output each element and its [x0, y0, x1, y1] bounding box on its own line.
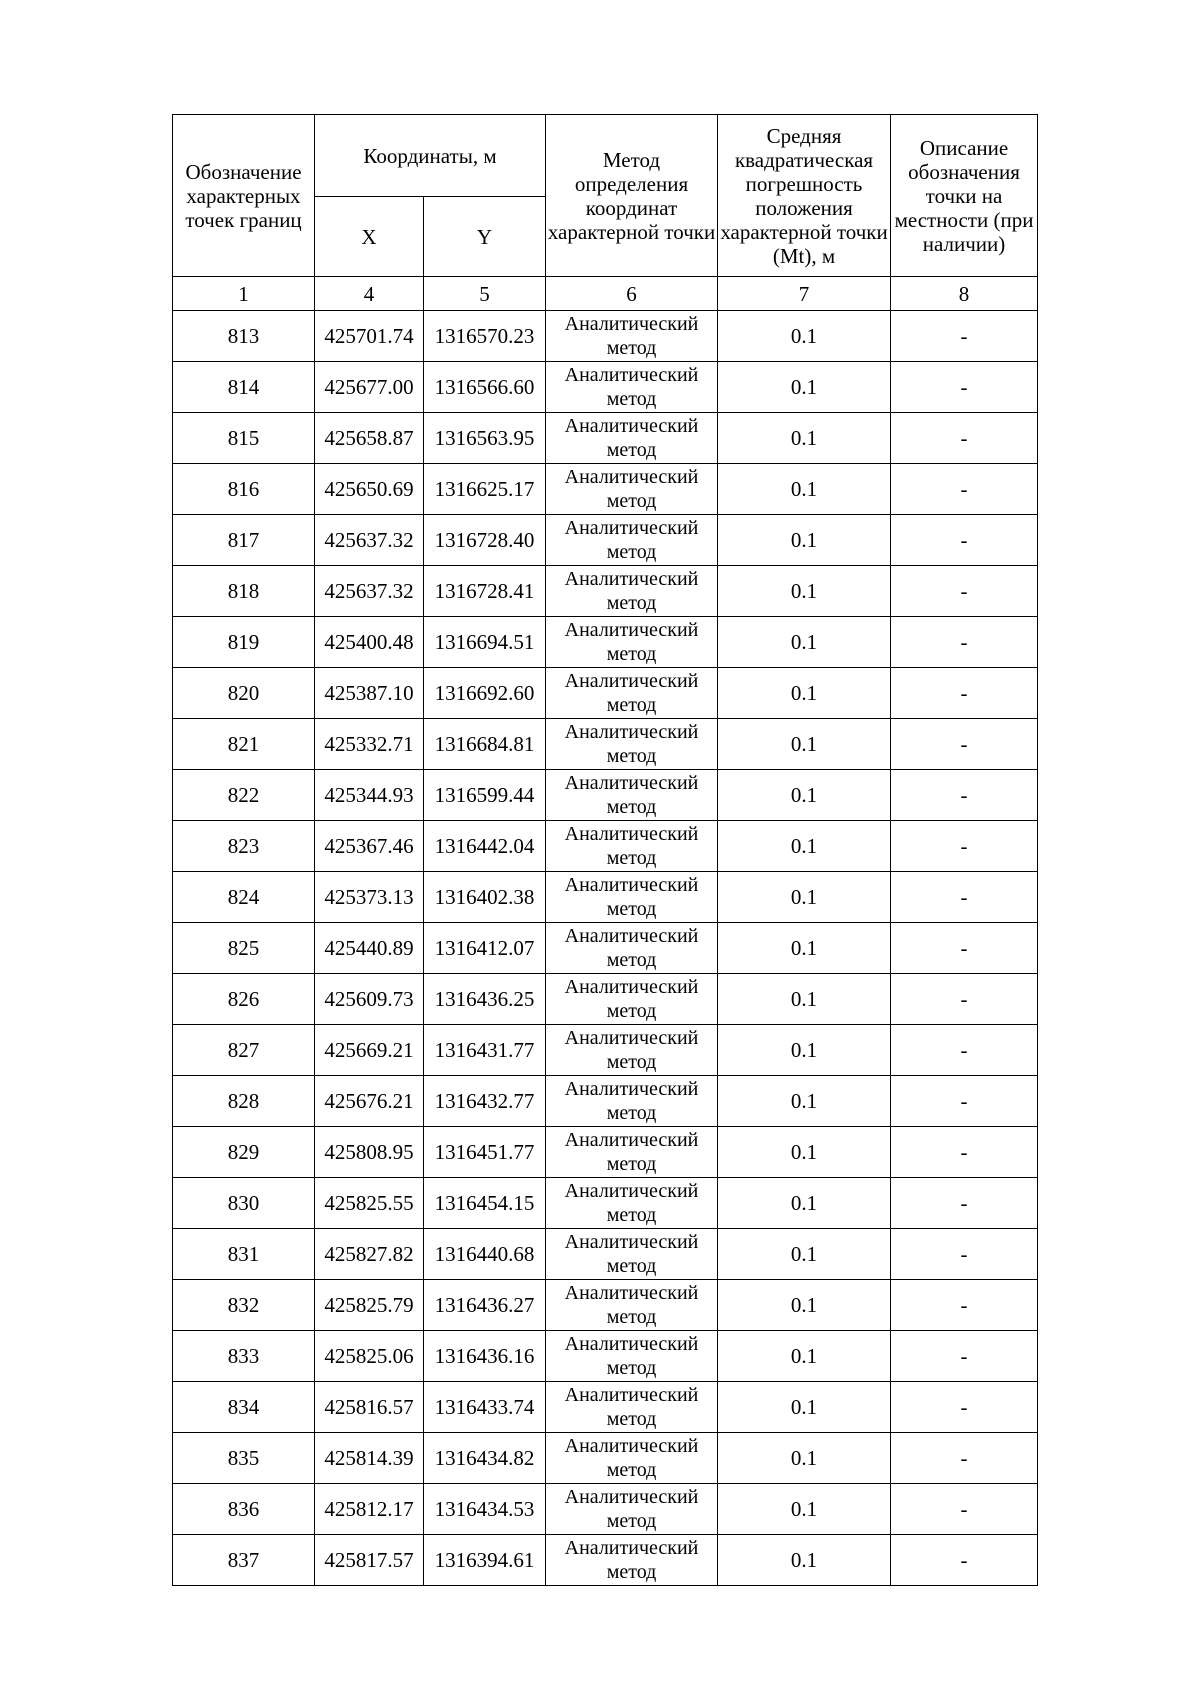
point-designation-cell: 835: [173, 1433, 315, 1484]
x-coordinate-cell: 425676.21: [315, 1076, 424, 1127]
description-cell: -: [891, 1484, 1038, 1535]
description-cell: -: [891, 566, 1038, 617]
error-cell: 0.1: [718, 821, 891, 872]
table-row: [173, 362, 1038, 413]
point-designation-cell: 827: [173, 1025, 315, 1076]
error-cell: 0.1: [718, 362, 891, 413]
error-cell: 0.1: [718, 566, 891, 617]
description-cell: -: [891, 668, 1038, 719]
header-method: Метод определения координат характерной точки: [546, 115, 718, 277]
point-designation-cell: 823: [173, 821, 315, 872]
point-designation-cell: 822: [173, 770, 315, 821]
y-coordinate-cell: 1316434.53: [424, 1484, 546, 1535]
point-designation-cell: 818: [173, 566, 315, 617]
error-cell: 0.1: [718, 1229, 891, 1280]
point-designation-cell: 821: [173, 719, 315, 770]
method-cell: Аналитический метод: [546, 1229, 718, 1280]
description-cell: -: [891, 1076, 1038, 1127]
x-coordinate-cell: 425387.10: [315, 668, 424, 719]
y-coordinate-cell: 1316451.77: [424, 1127, 546, 1178]
y-coordinate-cell: 1316692.60: [424, 668, 546, 719]
table-row: [173, 617, 1038, 668]
y-coordinate-cell: 1316402.38: [424, 872, 546, 923]
error-cell: 0.1: [718, 413, 891, 464]
table-row: [173, 311, 1038, 362]
x-coordinate-cell: 425814.39: [315, 1433, 424, 1484]
y-coordinate-cell: 1316440.68: [424, 1229, 546, 1280]
description-cell: -: [891, 1331, 1038, 1382]
header-description: Описание обозначения точки на местности (при наличии): [891, 115, 1038, 277]
x-coordinate-cell: 425400.48: [315, 617, 424, 668]
column-number: 5: [424, 277, 546, 311]
x-coordinate-cell: 425816.57: [315, 1382, 424, 1433]
description-cell: -: [891, 1382, 1038, 1433]
point-designation-cell: 819: [173, 617, 315, 668]
table-row: [173, 1178, 1038, 1229]
table-row: [173, 566, 1038, 617]
method-cell: Аналитический метод: [546, 719, 718, 770]
column-number: 4: [315, 277, 424, 311]
y-coordinate-cell: 1316728.40: [424, 515, 546, 566]
y-coordinate-cell: 1316563.95: [424, 413, 546, 464]
y-coordinate-cell: 1316566.60: [424, 362, 546, 413]
table-row: [173, 1433, 1038, 1484]
point-designation-cell: 829: [173, 1127, 315, 1178]
error-cell: 0.1: [718, 1433, 891, 1484]
error-cell: 0.1: [718, 1280, 891, 1331]
header-error: Средняя квадратическая погрешность положения характерной точки (Mt), м: [718, 115, 891, 277]
method-cell: Аналитический метод: [546, 1433, 718, 1484]
x-coordinate-cell: 425609.73: [315, 974, 424, 1025]
x-coordinate-cell: 425332.71: [315, 719, 424, 770]
x-coordinate-cell: 425650.69: [315, 464, 424, 515]
x-coordinate-cell: 425669.21: [315, 1025, 424, 1076]
description-cell: -: [891, 821, 1038, 872]
description-cell: -: [891, 1178, 1038, 1229]
error-cell: 0.1: [718, 719, 891, 770]
table-row: [173, 668, 1038, 719]
method-cell: Аналитический метод: [546, 668, 718, 719]
y-coordinate-cell: 1316684.81: [424, 719, 546, 770]
method-cell: Аналитический метод: [546, 821, 718, 872]
error-cell: 0.1: [718, 1127, 891, 1178]
error-cell: 0.1: [718, 1535, 891, 1586]
header-y: Y: [424, 197, 546, 277]
table-row: [173, 1229, 1038, 1280]
point-designation-cell: 825: [173, 923, 315, 974]
method-cell: Аналитический метод: [546, 1076, 718, 1127]
point-designation-cell: 816: [173, 464, 315, 515]
description-cell: -: [891, 1535, 1038, 1586]
method-cell: Аналитический метод: [546, 872, 718, 923]
y-coordinate-cell: 1316442.04: [424, 821, 546, 872]
error-cell: 0.1: [718, 617, 891, 668]
y-coordinate-cell: 1316599.44: [424, 770, 546, 821]
table-row: [173, 1076, 1038, 1127]
column-number: 6: [546, 277, 718, 311]
y-coordinate-cell: 1316431.77: [424, 1025, 546, 1076]
table-row: [173, 515, 1038, 566]
error-cell: 0.1: [718, 974, 891, 1025]
description-cell: -: [891, 515, 1038, 566]
point-designation-cell: 831: [173, 1229, 315, 1280]
column-number: 1: [173, 277, 315, 311]
table-row: [173, 719, 1038, 770]
point-designation-cell: 814: [173, 362, 315, 413]
error-cell: 0.1: [718, 923, 891, 974]
error-cell: 0.1: [718, 1484, 891, 1535]
point-designation-cell: 837: [173, 1535, 315, 1586]
y-coordinate-cell: 1316694.51: [424, 617, 546, 668]
description-cell: -: [891, 1025, 1038, 1076]
point-designation-cell: 830: [173, 1178, 315, 1229]
table-row: [173, 1025, 1038, 1076]
method-cell: Аналитический метод: [546, 617, 718, 668]
error-cell: 0.1: [718, 1178, 891, 1229]
method-cell: Аналитический метод: [546, 1535, 718, 1586]
column-number: 7: [718, 277, 891, 311]
error-cell: 0.1: [718, 1331, 891, 1382]
x-coordinate-cell: 425701.74: [315, 311, 424, 362]
error-cell: 0.1: [718, 770, 891, 821]
x-coordinate-cell: 425637.32: [315, 515, 424, 566]
y-coordinate-cell: 1316728.41: [424, 566, 546, 617]
error-cell: 0.1: [718, 515, 891, 566]
header-designation: Обозначение характерных точек границ: [173, 115, 315, 277]
description-cell: -: [891, 719, 1038, 770]
error-cell: 0.1: [718, 311, 891, 362]
y-coordinate-cell: 1316570.23: [424, 311, 546, 362]
point-designation-cell: 824: [173, 872, 315, 923]
description-cell: -: [891, 1280, 1038, 1331]
method-cell: Аналитический метод: [546, 1178, 718, 1229]
description-cell: -: [891, 1229, 1038, 1280]
method-cell: Аналитический метод: [546, 464, 718, 515]
description-cell: -: [891, 413, 1038, 464]
table-row: [173, 1535, 1038, 1586]
point-designation-cell: 828: [173, 1076, 315, 1127]
x-coordinate-cell: 425658.87: [315, 413, 424, 464]
point-designation-cell: 836: [173, 1484, 315, 1535]
method-cell: Аналитический метод: [546, 770, 718, 821]
error-cell: 0.1: [718, 464, 891, 515]
x-coordinate-cell: 425827.82: [315, 1229, 424, 1280]
table-row: [173, 1484, 1038, 1535]
x-coordinate-cell: 425808.95: [315, 1127, 424, 1178]
point-designation-cell: 817: [173, 515, 315, 566]
method-cell: Аналитический метод: [546, 515, 718, 566]
y-coordinate-cell: 1316436.25: [424, 974, 546, 1025]
description-cell: -: [891, 770, 1038, 821]
method-cell: Аналитический метод: [546, 1382, 718, 1433]
point-designation-cell: 815: [173, 413, 315, 464]
table-row: [173, 413, 1038, 464]
column-number-row: [173, 277, 1038, 311]
description-cell: -: [891, 311, 1038, 362]
method-cell: Аналитический метод: [546, 1331, 718, 1382]
method-cell: Аналитический метод: [546, 566, 718, 617]
table-row: [173, 821, 1038, 872]
error-cell: 0.1: [718, 1382, 891, 1433]
x-coordinate-cell: 425637.32: [315, 566, 424, 617]
method-cell: Аналитический метод: [546, 362, 718, 413]
y-coordinate-cell: 1316436.27: [424, 1280, 546, 1331]
description-cell: -: [891, 464, 1038, 515]
method-cell: Аналитический метод: [546, 1127, 718, 1178]
y-coordinate-cell: 1316394.61: [424, 1535, 546, 1586]
description-cell: -: [891, 974, 1038, 1025]
table-row: [173, 923, 1038, 974]
point-designation-cell: 833: [173, 1331, 315, 1382]
x-coordinate-cell: 425825.79: [315, 1280, 424, 1331]
y-coordinate-cell: 1316454.15: [424, 1178, 546, 1229]
x-coordinate-cell: 425812.17: [315, 1484, 424, 1535]
x-coordinate-cell: 425367.46: [315, 821, 424, 872]
error-cell: 0.1: [718, 1076, 891, 1127]
description-cell: -: [891, 923, 1038, 974]
description-cell: -: [891, 1433, 1038, 1484]
method-cell: Аналитический метод: [546, 1484, 718, 1535]
error-cell: 0.1: [718, 872, 891, 923]
description-cell: -: [891, 362, 1038, 413]
method-cell: Аналитический метод: [546, 1280, 718, 1331]
y-coordinate-cell: 1316434.82: [424, 1433, 546, 1484]
table-row: [173, 1382, 1038, 1433]
header-x: X: [315, 197, 424, 277]
point-designation-cell: 826: [173, 974, 315, 1025]
x-coordinate-cell: 425825.55: [315, 1178, 424, 1229]
error-cell: 0.1: [718, 668, 891, 719]
point-designation-cell: 813: [173, 311, 315, 362]
x-coordinate-cell: 425373.13: [315, 872, 424, 923]
x-coordinate-cell: 425344.93: [315, 770, 424, 821]
header-coordinates: Координаты, м: [315, 115, 546, 197]
method-cell: Аналитический метод: [546, 311, 718, 362]
table-row: [173, 770, 1038, 821]
y-coordinate-cell: 1316625.17: [424, 464, 546, 515]
method-cell: Аналитический метод: [546, 923, 718, 974]
point-designation-cell: 820: [173, 668, 315, 719]
boundary-points-table: [172, 114, 1038, 1586]
y-coordinate-cell: 1316433.74: [424, 1382, 546, 1433]
table-row: [173, 974, 1038, 1025]
description-cell: -: [891, 617, 1038, 668]
y-coordinate-cell: 1316432.77: [424, 1076, 546, 1127]
method-cell: Аналитический метод: [546, 413, 718, 464]
point-designation-cell: 834: [173, 1382, 315, 1433]
error-cell: 0.1: [718, 1025, 891, 1076]
description-cell: -: [891, 872, 1038, 923]
y-coordinate-cell: 1316436.16: [424, 1331, 546, 1382]
y-coordinate-cell: 1316412.07: [424, 923, 546, 974]
x-coordinate-cell: 425825.06: [315, 1331, 424, 1382]
column-number: 8: [891, 277, 1038, 311]
description-cell: -: [891, 1127, 1038, 1178]
table-row: [173, 1331, 1038, 1382]
table-row: [173, 1127, 1038, 1178]
x-coordinate-cell: 425677.00: [315, 362, 424, 413]
table-row: [173, 1280, 1038, 1331]
table-row: [173, 464, 1038, 515]
method-cell: Аналитический метод: [546, 1025, 718, 1076]
x-coordinate-cell: 425440.89: [315, 923, 424, 974]
method-cell: Аналитический метод: [546, 974, 718, 1025]
x-coordinate-cell: 425817.57: [315, 1535, 424, 1586]
table-row: [173, 872, 1038, 923]
point-designation-cell: 832: [173, 1280, 315, 1331]
